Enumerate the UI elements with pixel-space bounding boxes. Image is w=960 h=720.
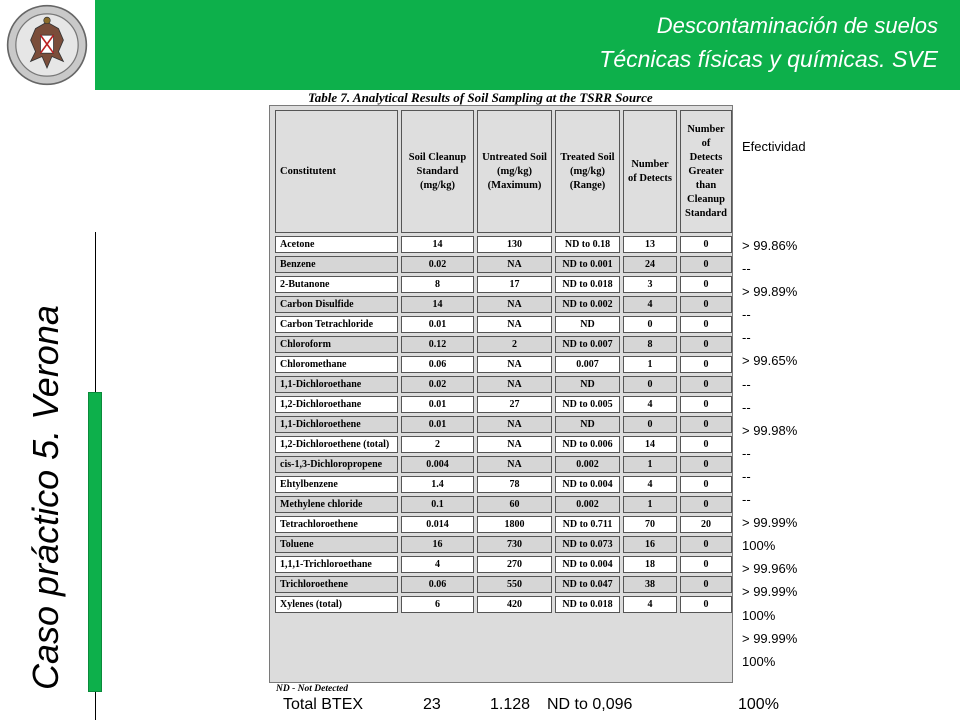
header-text: Standard xyxy=(416,165,459,177)
value-cell: 13 xyxy=(623,236,677,253)
header-text: than xyxy=(695,179,717,191)
table-row xyxy=(275,436,732,453)
header-untreated-soil xyxy=(477,110,552,233)
value-cell: ND to 0.001 xyxy=(555,256,620,273)
header-cleanup-standard xyxy=(401,110,474,233)
value-cell: 4 xyxy=(623,396,677,413)
total-label: Total BTEX xyxy=(283,696,364,713)
value-cell: NA xyxy=(477,456,552,473)
value-cell: 0 xyxy=(680,416,732,433)
value-cell: 6 xyxy=(401,596,474,613)
value-cell: 14 xyxy=(623,436,677,453)
value-cell: 0.02 xyxy=(401,256,474,273)
efectividad-value: > 99.89% xyxy=(742,284,798,300)
header-text: of xyxy=(701,137,711,149)
efectividad-value: -- xyxy=(742,330,751,346)
value-cell: ND to 0.007 xyxy=(555,336,620,353)
value-cell: NA xyxy=(477,376,552,393)
value-cell: 0 xyxy=(680,476,732,493)
value-cell: ND to 0.047 xyxy=(555,576,620,593)
efectividad-value: -- xyxy=(742,468,751,484)
value-cell: 0 xyxy=(680,316,732,333)
value-cell: 0 xyxy=(680,376,732,393)
total-standard: 23 xyxy=(423,696,441,713)
value-cell: NA xyxy=(477,256,552,273)
efectividad-value: -- xyxy=(742,376,751,392)
header-text: Greater xyxy=(688,165,724,177)
value-cell: 0.004 xyxy=(401,456,474,473)
header-text: Constitutent xyxy=(280,165,337,177)
table-header-row xyxy=(275,110,732,233)
value-cell: NA xyxy=(477,356,552,373)
value-cell: ND to 0.018 xyxy=(555,276,620,293)
table-row xyxy=(275,556,732,573)
nd-note: ND - Not Detected xyxy=(276,684,349,694)
efectividad-value: -- xyxy=(742,492,751,508)
value-cell: 0.002 xyxy=(555,496,620,513)
value-cell: NA xyxy=(477,416,552,433)
value-cell: 4 xyxy=(623,296,677,313)
value-cell: 0.002 xyxy=(555,456,620,473)
efectividad-value: > 99.99% xyxy=(742,515,798,531)
value-cell: 60 xyxy=(477,496,552,513)
value-cell: 0 xyxy=(680,276,732,293)
table-row xyxy=(275,416,732,433)
value-cell: NA xyxy=(477,316,552,333)
results-table xyxy=(272,107,735,616)
header-text: (Maximum) xyxy=(487,179,542,191)
value-cell: 16 xyxy=(623,536,677,553)
constituent-cell: 1,1,1-Trichloroethane xyxy=(275,556,398,573)
constituent-cell: Methylene chloride xyxy=(275,496,398,513)
value-cell: 1800 xyxy=(477,516,552,533)
efectividad-value: -- xyxy=(742,399,751,415)
value-cell: 0 xyxy=(623,416,677,433)
total-efectividad: 100% xyxy=(738,696,779,713)
value-cell: 4 xyxy=(623,476,677,493)
value-cell: 130 xyxy=(477,236,552,253)
value-cell: 0 xyxy=(680,236,732,253)
value-cell: 0 xyxy=(680,556,732,573)
value-cell: 0 xyxy=(680,296,732,313)
value-cell: 0.01 xyxy=(401,396,474,413)
constituent-cell: Toluene xyxy=(275,536,398,553)
value-cell: 0 xyxy=(680,356,732,373)
value-cell: 0 xyxy=(680,576,732,593)
value-cell: 0 xyxy=(680,496,732,513)
constituent-cell: 2-Butanone xyxy=(275,276,398,293)
header-bar xyxy=(95,0,960,90)
value-cell: 78 xyxy=(477,476,552,493)
value-cell: ND to 0.18 xyxy=(555,236,620,253)
value-cell: 0.06 xyxy=(401,356,474,373)
total-untreated: 1.128 xyxy=(490,696,531,713)
table-row xyxy=(275,496,732,513)
value-cell: 17 xyxy=(477,276,552,293)
table-row xyxy=(275,236,732,253)
value-cell: 16 xyxy=(401,536,474,553)
value-cell: 24 xyxy=(623,256,677,273)
constituent-cell: Benzene xyxy=(275,256,398,273)
table-row xyxy=(275,376,732,393)
value-cell: ND to 0.005 xyxy=(555,396,620,413)
efectividad-value: -- xyxy=(742,307,751,323)
value-cell: 14 xyxy=(401,296,474,313)
constituent-cell: Acetone xyxy=(275,236,398,253)
constituent-cell: Tetrachloroethene xyxy=(275,516,398,533)
value-cell: ND xyxy=(555,416,620,433)
efectividad-value: > 99.99% xyxy=(742,584,798,600)
value-cell: 0.1 xyxy=(401,496,474,513)
value-cell: ND to 0.002 xyxy=(555,296,620,313)
value-cell: 0 xyxy=(680,456,732,473)
header-text: (mg/kg) xyxy=(420,179,455,191)
constituent-cell: Xylenes (total) xyxy=(275,596,398,613)
value-cell: NA xyxy=(477,436,552,453)
value-cell: 270 xyxy=(477,556,552,573)
header-number-of-detects xyxy=(623,110,677,233)
value-cell: 18 xyxy=(623,556,677,573)
header-subtitle: Técnicas físicas y químicas. SVE xyxy=(599,46,938,72)
value-cell: 1.4 xyxy=(401,476,474,493)
header-text: Soil Cleanup xyxy=(408,151,467,163)
value-cell: ND to 0.073 xyxy=(555,536,620,553)
header-detects-greater xyxy=(680,110,732,233)
university-seal-icon xyxy=(6,4,88,86)
constituent-cell: 1,1-Dichloroethane xyxy=(275,376,398,393)
table-row xyxy=(275,476,732,493)
value-cell: ND xyxy=(555,316,620,333)
constituent-cell: 1,2-Dichloroethene (total) xyxy=(275,436,398,453)
table-row xyxy=(275,336,732,353)
table-row xyxy=(275,356,732,373)
table-title: Table 7. Analytical Results of Soil Sampling at the TSRR Source xyxy=(308,90,653,105)
value-cell: NA xyxy=(477,296,552,313)
efectividad-value: > 99.86% xyxy=(742,238,798,253)
table-row xyxy=(275,456,732,473)
value-cell: 0.12 xyxy=(401,336,474,353)
value-cell: 0 xyxy=(680,336,732,353)
efectividad-value: > 99.65% xyxy=(742,353,798,369)
value-cell: 0 xyxy=(623,376,677,393)
efectividad-value: -- xyxy=(742,445,751,461)
header-text: Number xyxy=(631,158,669,170)
constituent-cell: 1,2-Dichloroethane xyxy=(275,396,398,413)
efectividad-value: 100% xyxy=(742,653,776,669)
table-row xyxy=(275,316,732,333)
header-text: (Range) xyxy=(569,179,606,191)
value-cell: 20 xyxy=(680,516,732,533)
accent-bar xyxy=(88,392,102,692)
value-cell: ND to 0.004 xyxy=(555,556,620,573)
header-treated-soil xyxy=(555,110,620,233)
header-text: Cleanup xyxy=(687,193,725,205)
value-cell: 2 xyxy=(401,436,474,453)
header-text: (mg/kg) xyxy=(570,165,605,177)
efectividad-value: > 99.96% xyxy=(742,561,798,577)
value-cell: 27 xyxy=(477,396,552,413)
header-text: (mg/kg) xyxy=(497,165,532,177)
header-text: Detects xyxy=(689,151,723,163)
value-cell: 14 xyxy=(401,236,474,253)
value-cell: ND to 0.006 xyxy=(555,436,620,453)
efectividad-label: Efectividad xyxy=(742,139,806,154)
table-row xyxy=(275,256,732,273)
value-cell: ND xyxy=(555,376,620,393)
efectividad-value: -- xyxy=(742,261,751,277)
value-cell: 4 xyxy=(623,596,677,613)
value-cell: ND to 0.018 xyxy=(555,596,620,613)
table-row xyxy=(275,516,732,533)
logo-area xyxy=(0,0,95,90)
table-row xyxy=(275,296,732,313)
value-cell: 8 xyxy=(623,336,677,353)
value-cell: 4 xyxy=(401,556,474,573)
value-cell: 0 xyxy=(680,596,732,613)
value-cell: 0 xyxy=(680,396,732,413)
efectividad-value: 100% xyxy=(742,607,776,623)
constituent-cell: Trichloroethene xyxy=(275,576,398,593)
value-cell: 550 xyxy=(477,576,552,593)
value-cell: 420 xyxy=(477,596,552,613)
header-text: Untreated Soil xyxy=(482,151,547,163)
value-cell: 0.06 xyxy=(401,576,474,593)
table-row xyxy=(275,536,732,553)
constituent-cell: cis-1,3-Dichloropropene xyxy=(275,456,398,473)
value-cell: 0 xyxy=(680,256,732,273)
header-title: Descontaminación de suelos xyxy=(656,13,938,38)
constituent-cell: Carbon Disulfide xyxy=(275,296,398,313)
value-cell: 38 xyxy=(623,576,677,593)
value-cell: 70 xyxy=(623,516,677,533)
constituent-cell: Chloroform xyxy=(275,336,398,353)
header-text: Number xyxy=(687,123,725,135)
table-row xyxy=(275,276,732,293)
value-cell: 0 xyxy=(680,436,732,453)
efectividad-value: > 99.98% xyxy=(742,422,798,438)
header-constituent xyxy=(275,110,398,233)
value-cell: ND to 0.711 xyxy=(555,516,620,533)
table-row xyxy=(275,396,732,413)
total-treated: ND to 0,096 xyxy=(547,696,633,713)
value-cell: 1 xyxy=(623,356,677,373)
value-cell: 0 xyxy=(623,316,677,333)
value-cell: 2 xyxy=(477,336,552,353)
value-cell: 8 xyxy=(401,276,474,293)
table-row xyxy=(275,596,732,613)
value-cell: 0.01 xyxy=(401,416,474,433)
value-cell: 0.007 xyxy=(555,356,620,373)
value-cell: 0.02 xyxy=(401,376,474,393)
table-body xyxy=(275,236,732,613)
header-text: Standard xyxy=(685,207,728,219)
side-title: Caso práctico 5. Verona xyxy=(25,305,66,690)
efectividad-value: > 99.99% xyxy=(742,630,798,646)
value-cell: 1 xyxy=(623,456,677,473)
efectividad-value: 100% xyxy=(742,538,776,554)
value-cell: 0.01 xyxy=(401,316,474,333)
value-cell: 3 xyxy=(623,276,677,293)
efectividad-list xyxy=(742,234,797,673)
value-cell: 0.014 xyxy=(401,516,474,533)
value-cell: 1 xyxy=(623,496,677,513)
constituent-cell: 1,1-Dichloroethene xyxy=(275,416,398,433)
header-text: Treated Soil xyxy=(560,151,615,163)
value-cell: ND to 0.004 xyxy=(555,476,620,493)
value-cell: 730 xyxy=(477,536,552,553)
constituent-cell: Carbon Tetrachloride xyxy=(275,316,398,333)
constituent-cell: Ehtylbenzene xyxy=(275,476,398,493)
constituent-cell: Chloromethane xyxy=(275,356,398,373)
value-cell: 0 xyxy=(680,536,732,553)
table-row xyxy=(275,576,732,593)
header-text: of Detects xyxy=(628,172,673,184)
